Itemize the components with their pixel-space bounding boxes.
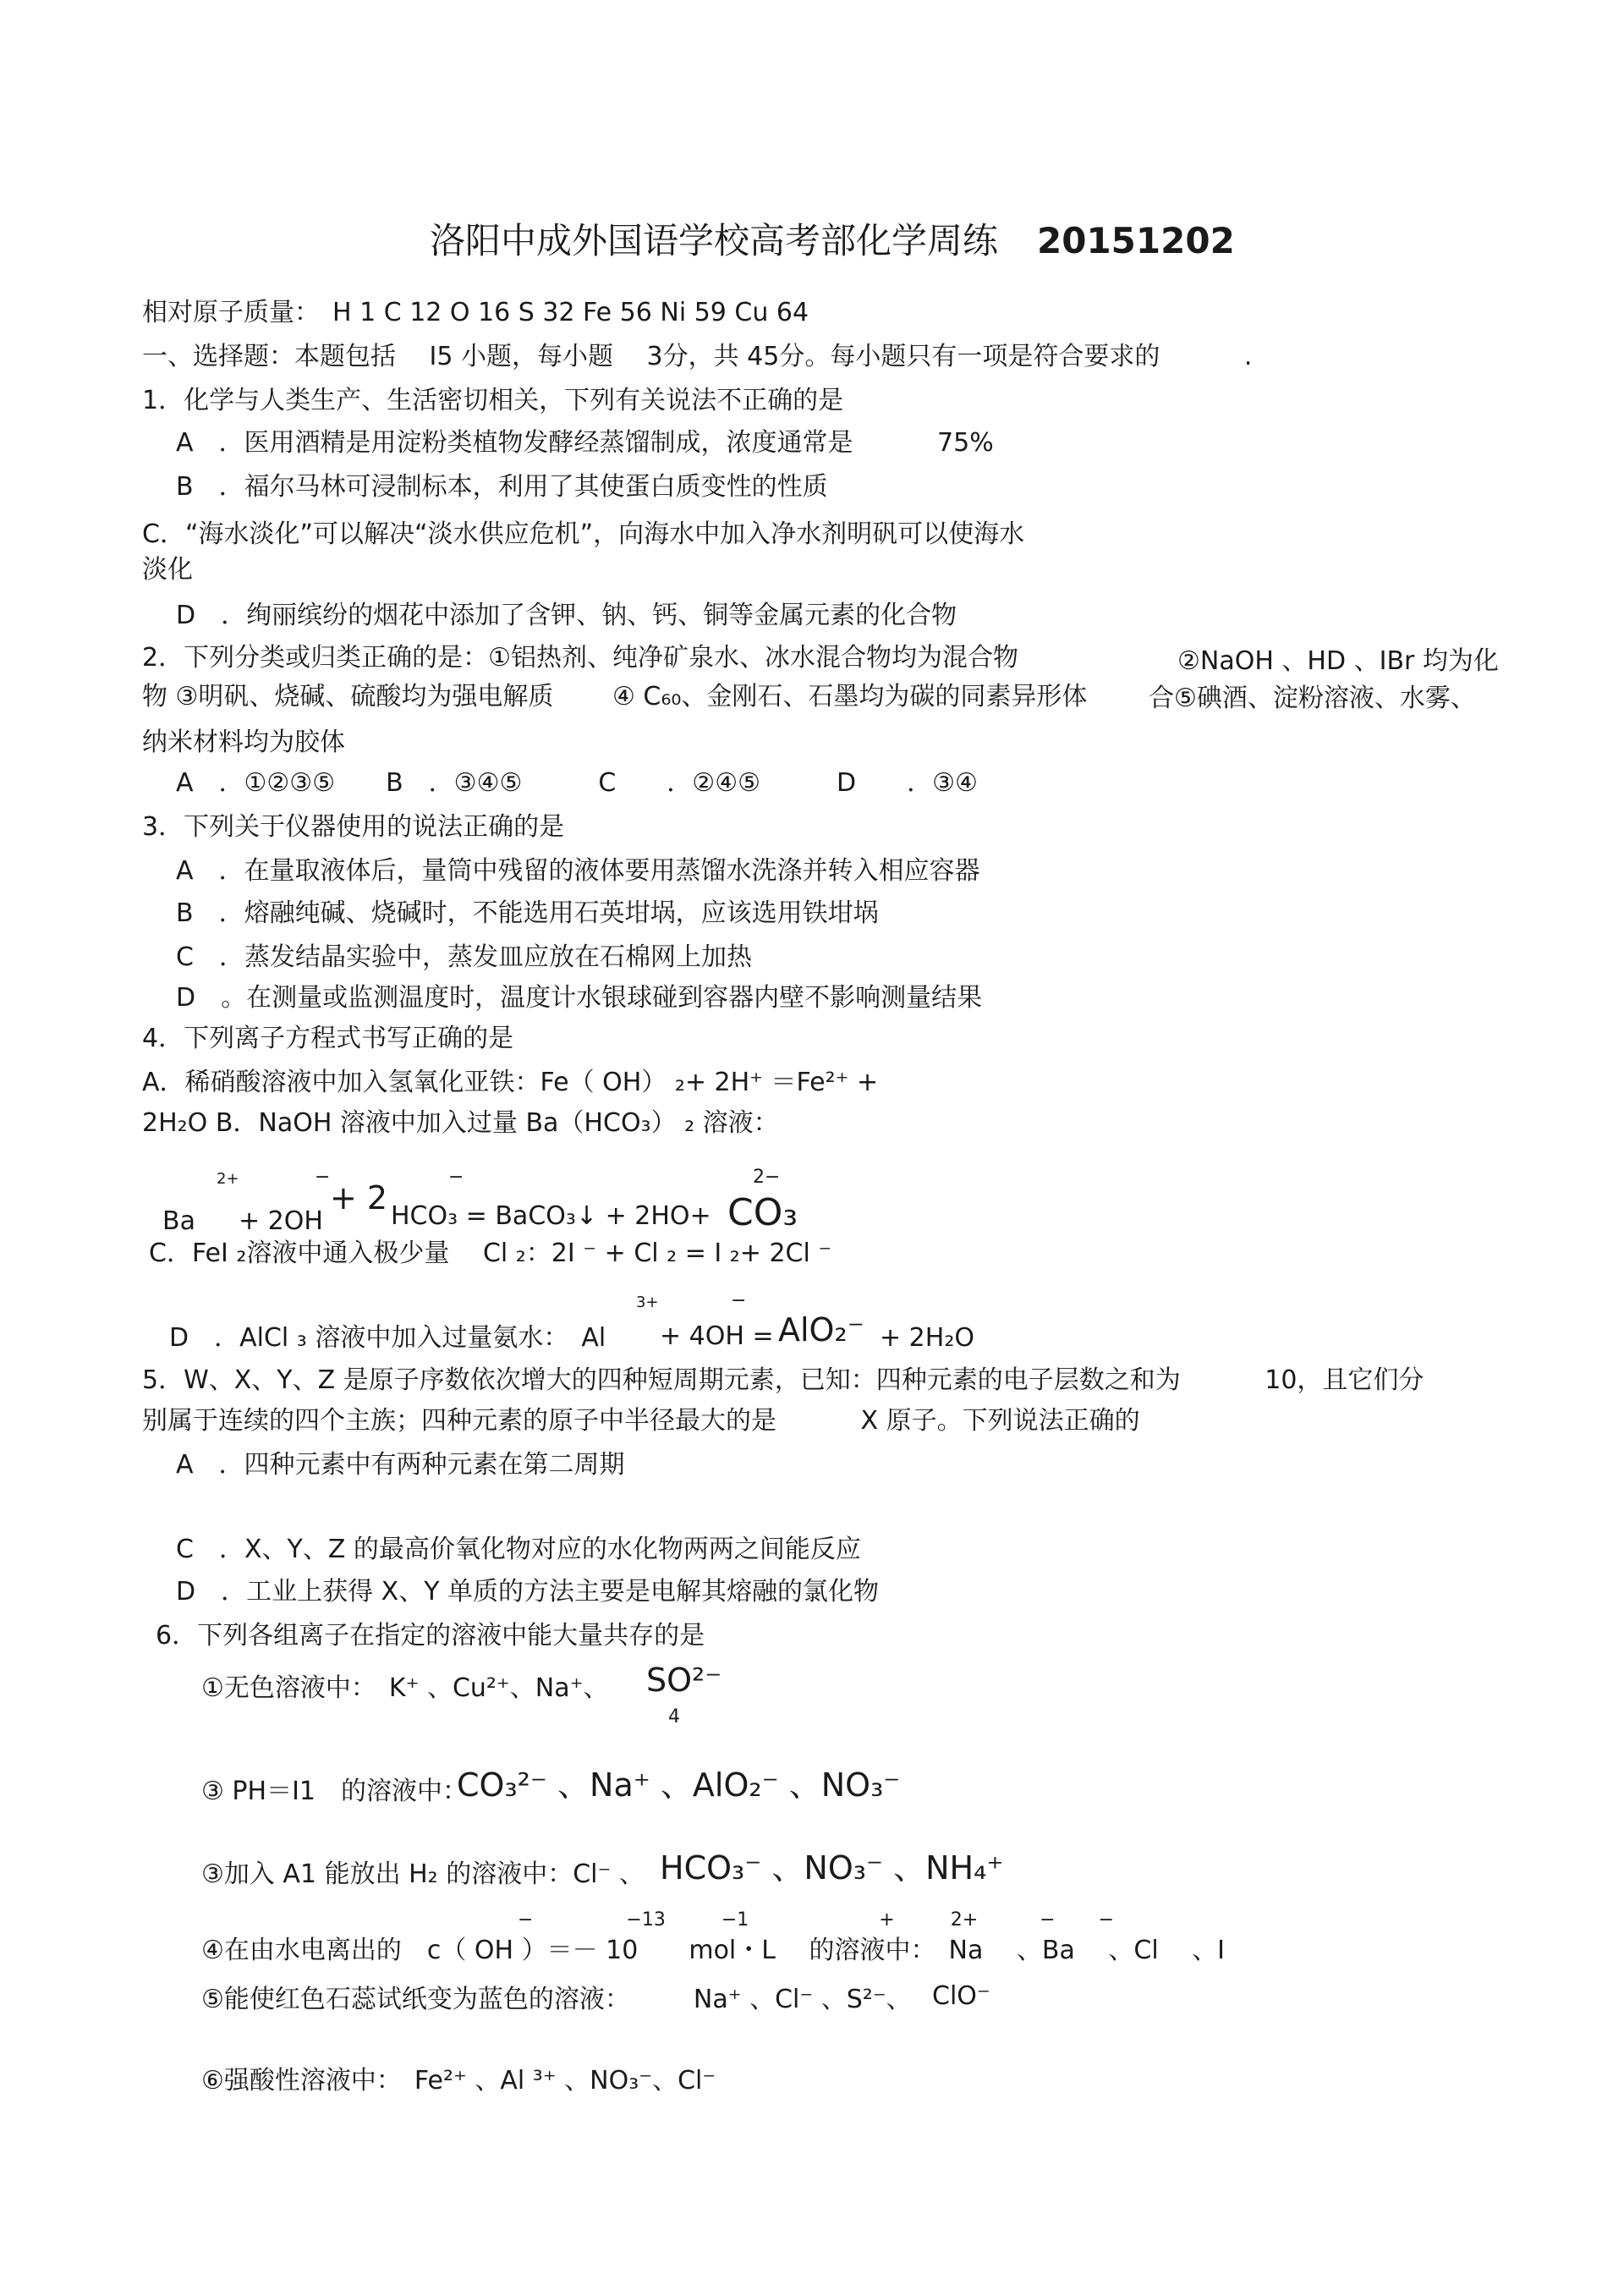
q6-item2-ions: CO₃²⁻ 、Na⁺ 、AlO₂⁻ 、NO₃⁻: [457, 1766, 901, 1804]
q4-stem: 4．下列离子方程式书写正确的是: [142, 1024, 514, 1053]
q2-line2: 物 ③明矾、烧碱、硫酸均为强电解质 ④ C₆₀、金刚石、石墨均为碳的同素异形体: [142, 682, 1088, 711]
q3-option-b: B ．熔融纯碱、烧碱时，不能选用石英坩埚，应该选用铁坩埚: [176, 898, 879, 928]
q4-option-a-line1: A．稀硝酸溶液中加入氢氧化亚铁：Fe（ OH） ₂+ 2H⁺ ＝Fe²⁺ +: [142, 1068, 879, 1097]
q1-option-b: B ．福尔马林可浸制标本，利用了其使蛋白质变性的性质: [176, 472, 828, 502]
q6-item1-subscript: 4: [668, 1706, 680, 1727]
q4-option-d-alo2: AlO₂⁻: [778, 1311, 864, 1348]
q2-line2-right: 合⑤碘酒、淀粉溶液、水雾、: [1149, 684, 1476, 713]
q4d-sup-oh: −: [731, 1290, 747, 1311]
q6-item3-lead: ③加入 A1 能放出 H₂ 的溶液中：Cl⁻ 、: [201, 1859, 645, 1889]
q6-item1: ①无色溶液中： K⁺ 、Cu²⁺、Na⁺、: [201, 1673, 609, 1703]
q1-option-a: A ．医用酒精是用淀粉类植物发酵经蒸馏制成，浓度通常是 75%: [176, 428, 994, 458]
q3-option-a: A ．在量取液体后，量筒中残留的液体要用蒸馏水洗涤并转入相应容器: [176, 856, 980, 886]
q4b-sup-oh: −: [315, 1167, 331, 1188]
q6-item3-ions: HCO₃⁻ 、NO₃⁻ 、NH₄⁺: [660, 1849, 1004, 1887]
q5-option-c: C ．X、Y、Z 的最高价氧化物对应的水化物两两之间能反应: [176, 1535, 861, 1564]
q1-option-c-line1: C．“海水淡化”可以解决“淡水供应危机”，向海水中加入净水剂明矾可以使海水: [142, 519, 1025, 549]
atomic-masses: 相对原子质量： H 1 C 12 O 16 S 32 Fe 56 Ni 59 Cu 64: [142, 298, 809, 327]
q6-stem: 6．下列各组离子在指定的溶液中能大量共存的是: [156, 1621, 705, 1651]
q2-line3: 纳米材料均为胶体: [142, 728, 345, 757]
q2-options: A ．①②③⑤ B ．③④⑤ C ．②④⑤ D ．③④: [176, 768, 978, 798]
q6-item2-lead: ③ PH＝I1 的溶液中：: [201, 1777, 469, 1806]
q1-option-d: D ．绚丽缤纷的烟花中添加了含钾、钠、钙、铜等金属元素的化合物: [176, 601, 957, 630]
q4b-oh: + 2OH: [239, 1206, 323, 1236]
title-date: 20151202: [1037, 220, 1235, 261]
q6-item6: ⑥强酸性溶液中： Fe²⁺ 、Al ³⁺ 、NO₃⁻、Cl⁻: [201, 2066, 716, 2096]
q5-option-d: D ．工业上获得 X、Y 单质的方法主要是电解其熔融的氯化物: [176, 1577, 880, 1607]
q5-line1: 5．W、X、Y、Z 是原子序数依次增大的四种短周期元素，已知：四种元素的电子层数之和为 10，且它们分: [142, 1365, 1424, 1395]
q4b-co3: CO₃: [727, 1191, 798, 1234]
q4-option-d-right: + 2H₂O: [880, 1323, 974, 1353]
title-text: 洛阳中成外国语学校高考部化学周练: [430, 220, 999, 261]
q4-option-a-line2: 2H₂O B．NaOH 溶液中加入过量 Ba（HCO₃） ₂ 溶液：: [142, 1108, 779, 1138]
q4b-sup-hco3: −: [448, 1167, 464, 1188]
q4b-sup-co3: 2−: [753, 1167, 781, 1188]
q4-option-d-mid: + 4OH =: [660, 1321, 774, 1351]
q3-option-c: C ．蒸发结晶实验中，蒸发皿应放在石棉网上加热: [176, 942, 752, 972]
q2-line1: 2．下列分类或归类正确的是：①铝热剂、纯净矿泉水、冰水混合物均为混合物: [142, 643, 1018, 673]
q4b-sup-ba: 2+: [217, 1170, 239, 1188]
q5-line2: 别属于连续的四个主族；四种元素的原子中半径最大的是 X 原子。下列说法正确的: [142, 1406, 1140, 1436]
q6-item5-clo: ClO⁻: [932, 1981, 990, 2011]
q4b-equation: HCO₃ = BaCO₃↓ + 2HO+: [391, 1201, 711, 1231]
q3-stem: 3．下列关于仪器使用的说法正确的是: [142, 812, 565, 842]
section-header: 一、选择题：本题包括 I5 小题，每小题 3分，共 45分。每小题只有一项是符合要求的 .: [142, 342, 1253, 371]
q6-item5-lead: ⑤能使红色石蕊试纸变为蓝色的溶液： Na⁺ 、Cl⁻ 、S²⁻、: [201, 1985, 912, 2014]
q4-option-c: C．FeI ₂溶液中通入极少量 Cl ₂：2I ⁻ + Cl ₂ = I ₂+ 2Cl ⁻: [149, 1239, 832, 1268]
q2-line1-right: ②NaOH 、HD 、IBr 均为化: [1177, 646, 1499, 676]
q4b-two: + 2: [330, 1179, 388, 1217]
q1-option-c-line2: 淡化: [142, 555, 193, 585]
document-title: [430, 218, 1235, 264]
q4d-sup-al: 3+: [636, 1294, 659, 1311]
q4-option-d-left: D ．AlCl ₃ 溶液中加入过量氨水： Al: [169, 1323, 606, 1353]
q4b-ba: Ba: [162, 1206, 195, 1236]
q1-stem: 1．化学与人类生产、生活密切相关，下列有关说法不正确的是: [142, 386, 844, 415]
q5-option-a: A ．四种元素中有两种元素在第二周期: [176, 1450, 625, 1480]
q6-item1-so4: SO²⁻: [646, 1662, 722, 1699]
q3-option-d: D 。在测量或监测温度时，温度计水银球碰到容器内壁不影响测量结果: [176, 983, 983, 1013]
q6-item4: ④在由水电离出的 c（ OH ）＝－ 10 mol・L 的溶液中： Na 、Ba 、Cl 、I: [201, 1936, 1226, 1965]
q6-item4-superscripts: − −13 −1 + 2+ − −: [518, 1909, 1115, 1931]
